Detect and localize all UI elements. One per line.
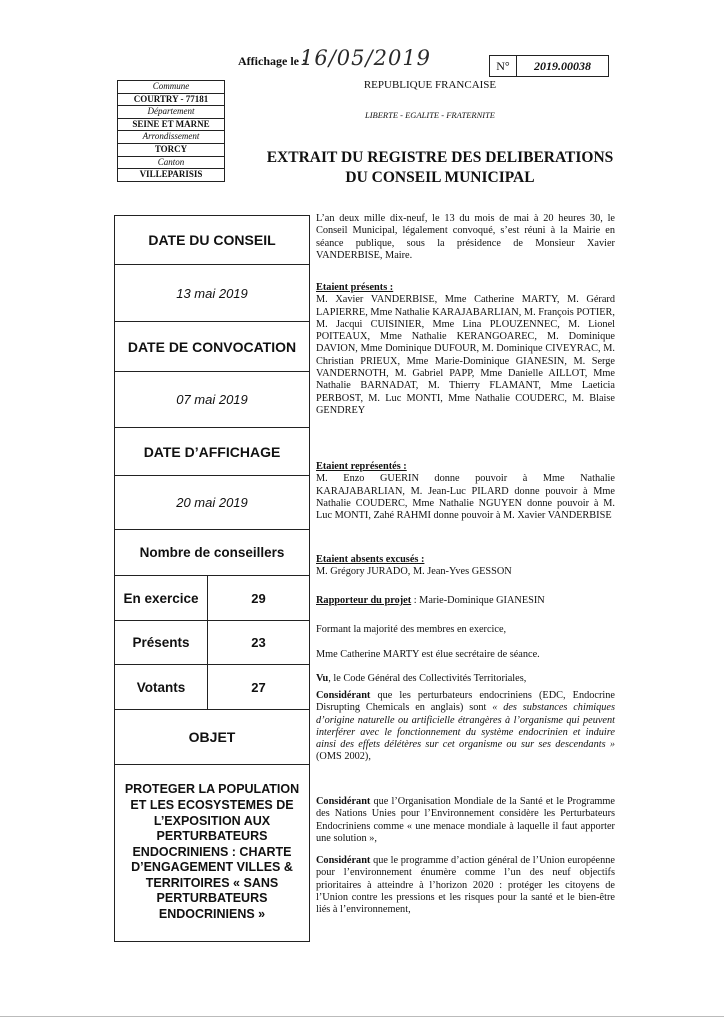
presents-label: Présents xyxy=(115,621,208,664)
absents-list: M. Grégory JURADO, M. Jean-Yves GESSON xyxy=(316,566,512,578)
presents-row xyxy=(115,621,309,665)
votants-label: Votants xyxy=(115,665,208,709)
title-line-2: DU CONSEIL MUNICIPAL xyxy=(345,169,535,186)
republique-francaise: REPUBLIQUE FRANCAISE xyxy=(363,79,497,91)
absents-section xyxy=(316,554,615,579)
rapporteur-value: : Marie-Dominique GIANESIN xyxy=(411,595,545,606)
date-convocation-value: 07 mai 2019 xyxy=(115,372,309,428)
objet-label: OBJET xyxy=(115,710,309,765)
title-line-1: EXTRAIT DU REGISTRE DES DELIBERATIONS xyxy=(266,149,614,166)
arrondissement-label: Arrondissement xyxy=(118,131,224,144)
date-conseil-value: 13 mai 2019 xyxy=(115,265,309,322)
departement-label: Département xyxy=(118,106,224,119)
considerant-2-text: que l’Organisation Mondiale de la Santé et le Programme des Nations Unies pour l’Environnement considère les Perturbateurs Endocriniens comme « une menace mondiale à laquelle il faut apporter une solution », xyxy=(316,796,615,844)
considerant-1-label: Considérant xyxy=(316,690,371,701)
en-exercice-row xyxy=(115,576,309,621)
vu-text: , le Code Général des Collectivités Territoriales, xyxy=(328,673,527,684)
numero-value: 2019.00038 xyxy=(534,58,591,73)
departement-value: SEINE ET MARNE xyxy=(118,119,224,132)
en-exercice-label: En exercice xyxy=(115,576,208,620)
presents-list: M. Xavier VANDERBISE, Mme Catherine MARTY, M. Gérard LAPIERRE, Mme Nathalie KARAJABARLIAN, M. François POTIER, M. Jacqui CUISINIER, Mme Lina PLOUZENNEC, M. Lionel POITEAUX, Mme Nathalie KERANGOAREC, M. Dominique DAVION, Mme Dominique DUFOUR, M. Dominique CIVEYRAC, M. Christian PRIEUX, Mme Marie-Dominique GIANESIN, M. Serge VANDERNOTH, M. Gabriel PAPP, Mme Danielle AILLOT, Mme Nathalie BARNADAT, M. Thierry FLAMANT, Mme Laeticia PERBOST, M. Luc MONTI, Mme Nathalie COUDERC, M. Blaise GENDREY xyxy=(316,294,615,416)
numero-label: N° xyxy=(490,56,517,76)
nombre-conseillers-label: Nombre de conseillers xyxy=(115,530,309,576)
canton-label: Canton xyxy=(118,157,224,170)
presents-heading: Etaient présents : xyxy=(316,282,394,293)
rapporteur-line xyxy=(316,595,615,607)
objet-text: PROTEGER LA POPULATION ET LES ECOSYSTEMES DE L’EXPOSITION AUX PERTURBATEURS ENDOCRINIENS : CHARTE D’ENGAGEMENT VILLES & TERRITOIRES « SANS PERTURBATEURS ENDOCRINIENS » xyxy=(124,782,300,922)
secretaire-line xyxy=(316,649,615,661)
considerant-1-text-b: (OMS 2002), xyxy=(316,751,371,763)
commune-value: COURTRY - 77181 xyxy=(118,94,224,107)
majorite-line xyxy=(316,624,615,636)
representes-section xyxy=(316,461,615,522)
considerant-2-label: Considérant xyxy=(316,796,371,807)
en-exercice-value: 29 xyxy=(251,590,266,606)
page-bottom-edge xyxy=(0,1016,724,1017)
representes-heading: Etaient représentés : xyxy=(316,461,407,472)
considerant-1-quote: « des substances chimiques d’origine naturelle ou artificielle étrangères à l’organisme qui peuvent interférer avec le fonctionnement du système endocrinien et induire ainsi des effets délétères sur cet organisme ou sur ses descendants » xyxy=(316,702,615,751)
considerant-3 xyxy=(316,855,615,916)
intro-text: L’an deux mille dix-neuf, le 13 du mois de mai à 20 heures 30, le Conseil Municipal, légalement convoqué, s’est réuni à la Mairie en séance publique, sous la présidence de Monsieur Xavier VANDERBISE, Maire. xyxy=(316,213,615,261)
presents-section xyxy=(316,282,615,417)
objet-cell xyxy=(115,765,309,940)
page-title xyxy=(230,148,650,188)
rapporteur-label: Rapporteur du projet xyxy=(316,595,412,606)
vu-label: Vu xyxy=(316,673,329,684)
date-conseil-label: DATE DU CONSEIL xyxy=(115,216,309,265)
considerant-2 xyxy=(316,796,615,845)
commune-label: Commune xyxy=(118,81,224,94)
representes-list: M. Enzo GUERIN donne pouvoir à Mme Nathalie KARAJABARLIAN, M. Jean-Luc PILARD donne pouvoir à Mme Nathalie COUDERC, Mme Nathalie NGUYEN donne pouvoir à M. Luc MONTI, Zahé RAHMI donne pouvoir à M. Xavier VANDERBISE xyxy=(316,473,615,522)
votants-value: 27 xyxy=(251,679,266,695)
vu-line xyxy=(316,673,615,685)
majorite-text: Formant la majorité des membres en exercice, xyxy=(316,624,507,635)
devise: LIBERTE - EGALITE - FRATERNITE xyxy=(364,110,495,120)
considerant-3-text: que le programme d’action général de l’Union européenne pour l’environnement énumère comme l’un des neuf objectifs prioritaires à atteindre à l’horizon 2020 : protéger les citoyens de l’Union contre les pressions et les risques pour la santé et le bien-être liés à l’environnement, xyxy=(316,855,615,916)
date-affichage-value: 20 mai 2019 xyxy=(115,476,309,530)
secretaire-text: Mme Catherine MARTY est élue secrétaire de séance. xyxy=(316,649,540,660)
meeting-info-table xyxy=(114,215,310,942)
arrondissement-value: TORCY xyxy=(118,144,224,157)
considerant-1 xyxy=(316,690,615,764)
votants-row xyxy=(115,665,309,710)
date-affichage-label: DATE D’AFFICHAGE xyxy=(115,428,309,476)
considerant-3-label: Considérant xyxy=(316,855,371,866)
affichage-label: Affichage le : xyxy=(238,54,306,68)
intro-paragraph xyxy=(316,213,615,262)
deliberation-number-box xyxy=(489,55,609,77)
date-convocation-label: DATE DE CONVOCATION xyxy=(115,322,309,372)
considerant-1-text-a: que les perturbateurs endocriniens (EDC, Endocrine Disrupting Chemicals en anglais) sont xyxy=(316,690,615,714)
absents-heading: Etaient absents excusés : xyxy=(316,554,425,565)
commune-info-box xyxy=(117,80,225,182)
affichage-date-handwritten: 16/05/2019 xyxy=(300,46,432,70)
canton-value: VILLEPARISIS xyxy=(139,169,203,180)
presents-value: 23 xyxy=(251,635,266,650)
